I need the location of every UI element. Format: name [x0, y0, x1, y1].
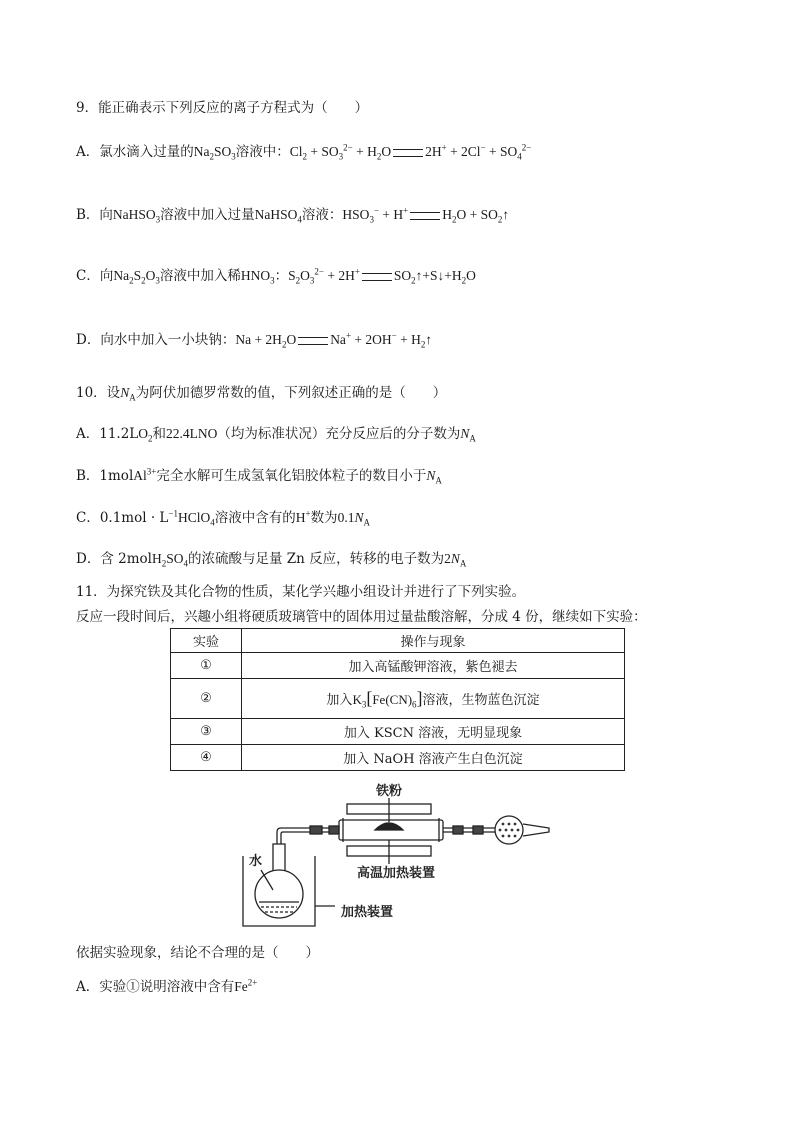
table-header-operation: 操作与现象 [242, 629, 625, 653]
label-high-temp-heater: 高温加热装置 [357, 866, 436, 881]
table-cell-text: 加入 KSCN 溶液，无明显现象 [242, 719, 625, 745]
round-flask [255, 870, 303, 918]
apparatus-drawing [235, 778, 565, 930]
q9-b-equation: $HSO_3^- + H^+$ $H_2O$ + $SO_2↑$ [342, 205, 510, 225]
table-row [171, 719, 625, 745]
label-heater: 加热装置 [341, 905, 394, 920]
q9-a-equation: $Cl_2 + SO_3^{2-} + H_2O$ $2H^+ + 2Cl^- + SO_4^{2-}$ [289, 142, 532, 162]
table-cell-text: 加入 NaOH 溶液产生白色沉淀 [242, 745, 625, 771]
q9-d-equation: $Na + 2H_2O$ $Na^+ + 2OH^- + H_2↑$ [235, 330, 433, 350]
q9-option-d: D．向水中加入一小块钠：$Na + 2H_2O$ $Na^+ + 2OH^- + H_2↑$ [76, 330, 433, 350]
table-cell-text: 加入高锰酸钾溶液，紫色褪去 [242, 653, 625, 679]
table-row [171, 653, 625, 679]
q10-option-b: B．1molAl$^{3+}$完全水解可生成氢氧化铝胶体粒子的数目小于$N_A$ [76, 466, 442, 486]
table-cell-id: ① [171, 653, 242, 679]
label-water: 水 [249, 854, 263, 869]
table-header-experiment: 实验 [171, 629, 242, 653]
q10-stem: 10．设$N_A$为阿伏加德罗常数的值，下列叙述正确的是（ ） [76, 385, 447, 403]
table-cell-id: ③ [171, 719, 242, 745]
experiment-table [170, 628, 625, 771]
q11-question: 依据实验现象，结论不合理的是（ ） [76, 945, 319, 961]
table-cell-id: ④ [171, 745, 242, 771]
q11-stem: 11．为探究铁及其化合物的性质，某化学兴趣小组设计并进行了下列实验。 [76, 584, 526, 600]
label-iron-powder: 铁粉 [376, 784, 403, 799]
table-cell-id: ② [171, 679, 242, 719]
q9-stem: 9．能正确表示下列反应的离子方程式为（ ） [76, 100, 369, 116]
table-row [171, 679, 625, 719]
q11-intro: 反应一段时间后，兴趣小组将硬质玻璃管中的固体用过量盐酸溶解，分成 4 份，继续如下实验： [76, 609, 647, 625]
q9-c-equation: $S_2O_3^{2-} + 2H^+$ $SO_2↑+S↓+H_2O$ [288, 266, 476, 286]
q11-option-a: A．实验①说明溶液中含有$Fe^{2+}$ [76, 977, 258, 995]
table-row [171, 745, 625, 771]
apparatus-diagram [235, 778, 565, 930]
iron-powder [375, 823, 403, 830]
q9-option-c: C．向$Na_2S_2O_3$溶液中加入稀$HNO_3$：$S_2O_3^{2-} + 2H^+$ $SO_2↑+S↓+H_2O$ [76, 266, 476, 286]
q9-option-b: B．向NaHSO$_3$溶液中加入过量NaHSO$_4$溶液：$HSO_3^- + H^+$ $H_2O$ + $SO_2↑$ [76, 205, 510, 225]
q9-option-a: A．氯水滴入过量的$Na_2SO_3$溶液中：$Cl_2 + SO_3^{2-} + H_2O$ $2H^+ + 2Cl^- + SO_4^{2-}$ [76, 142, 532, 162]
q10-option-a: A．$11.2LO_2$和22.4LNO（均为标准状况）充分反应后的分子数为$N_A$ [76, 426, 476, 444]
q10-option-c: C．$0.1mol \cdot L^{-1}HClO_4$溶液中含有的H+数为$0.1N_A$ [76, 508, 370, 528]
table-cell-text: 加入$K_3[Fe(CN)_6]$溶液，生物蓝色沉淀 [242, 679, 625, 719]
q10-option-d: D．含 $2molH_2SO_4$的浓硫酸与足量 Zn 反应，转移的电子数为$2N_A$ [76, 551, 467, 569]
